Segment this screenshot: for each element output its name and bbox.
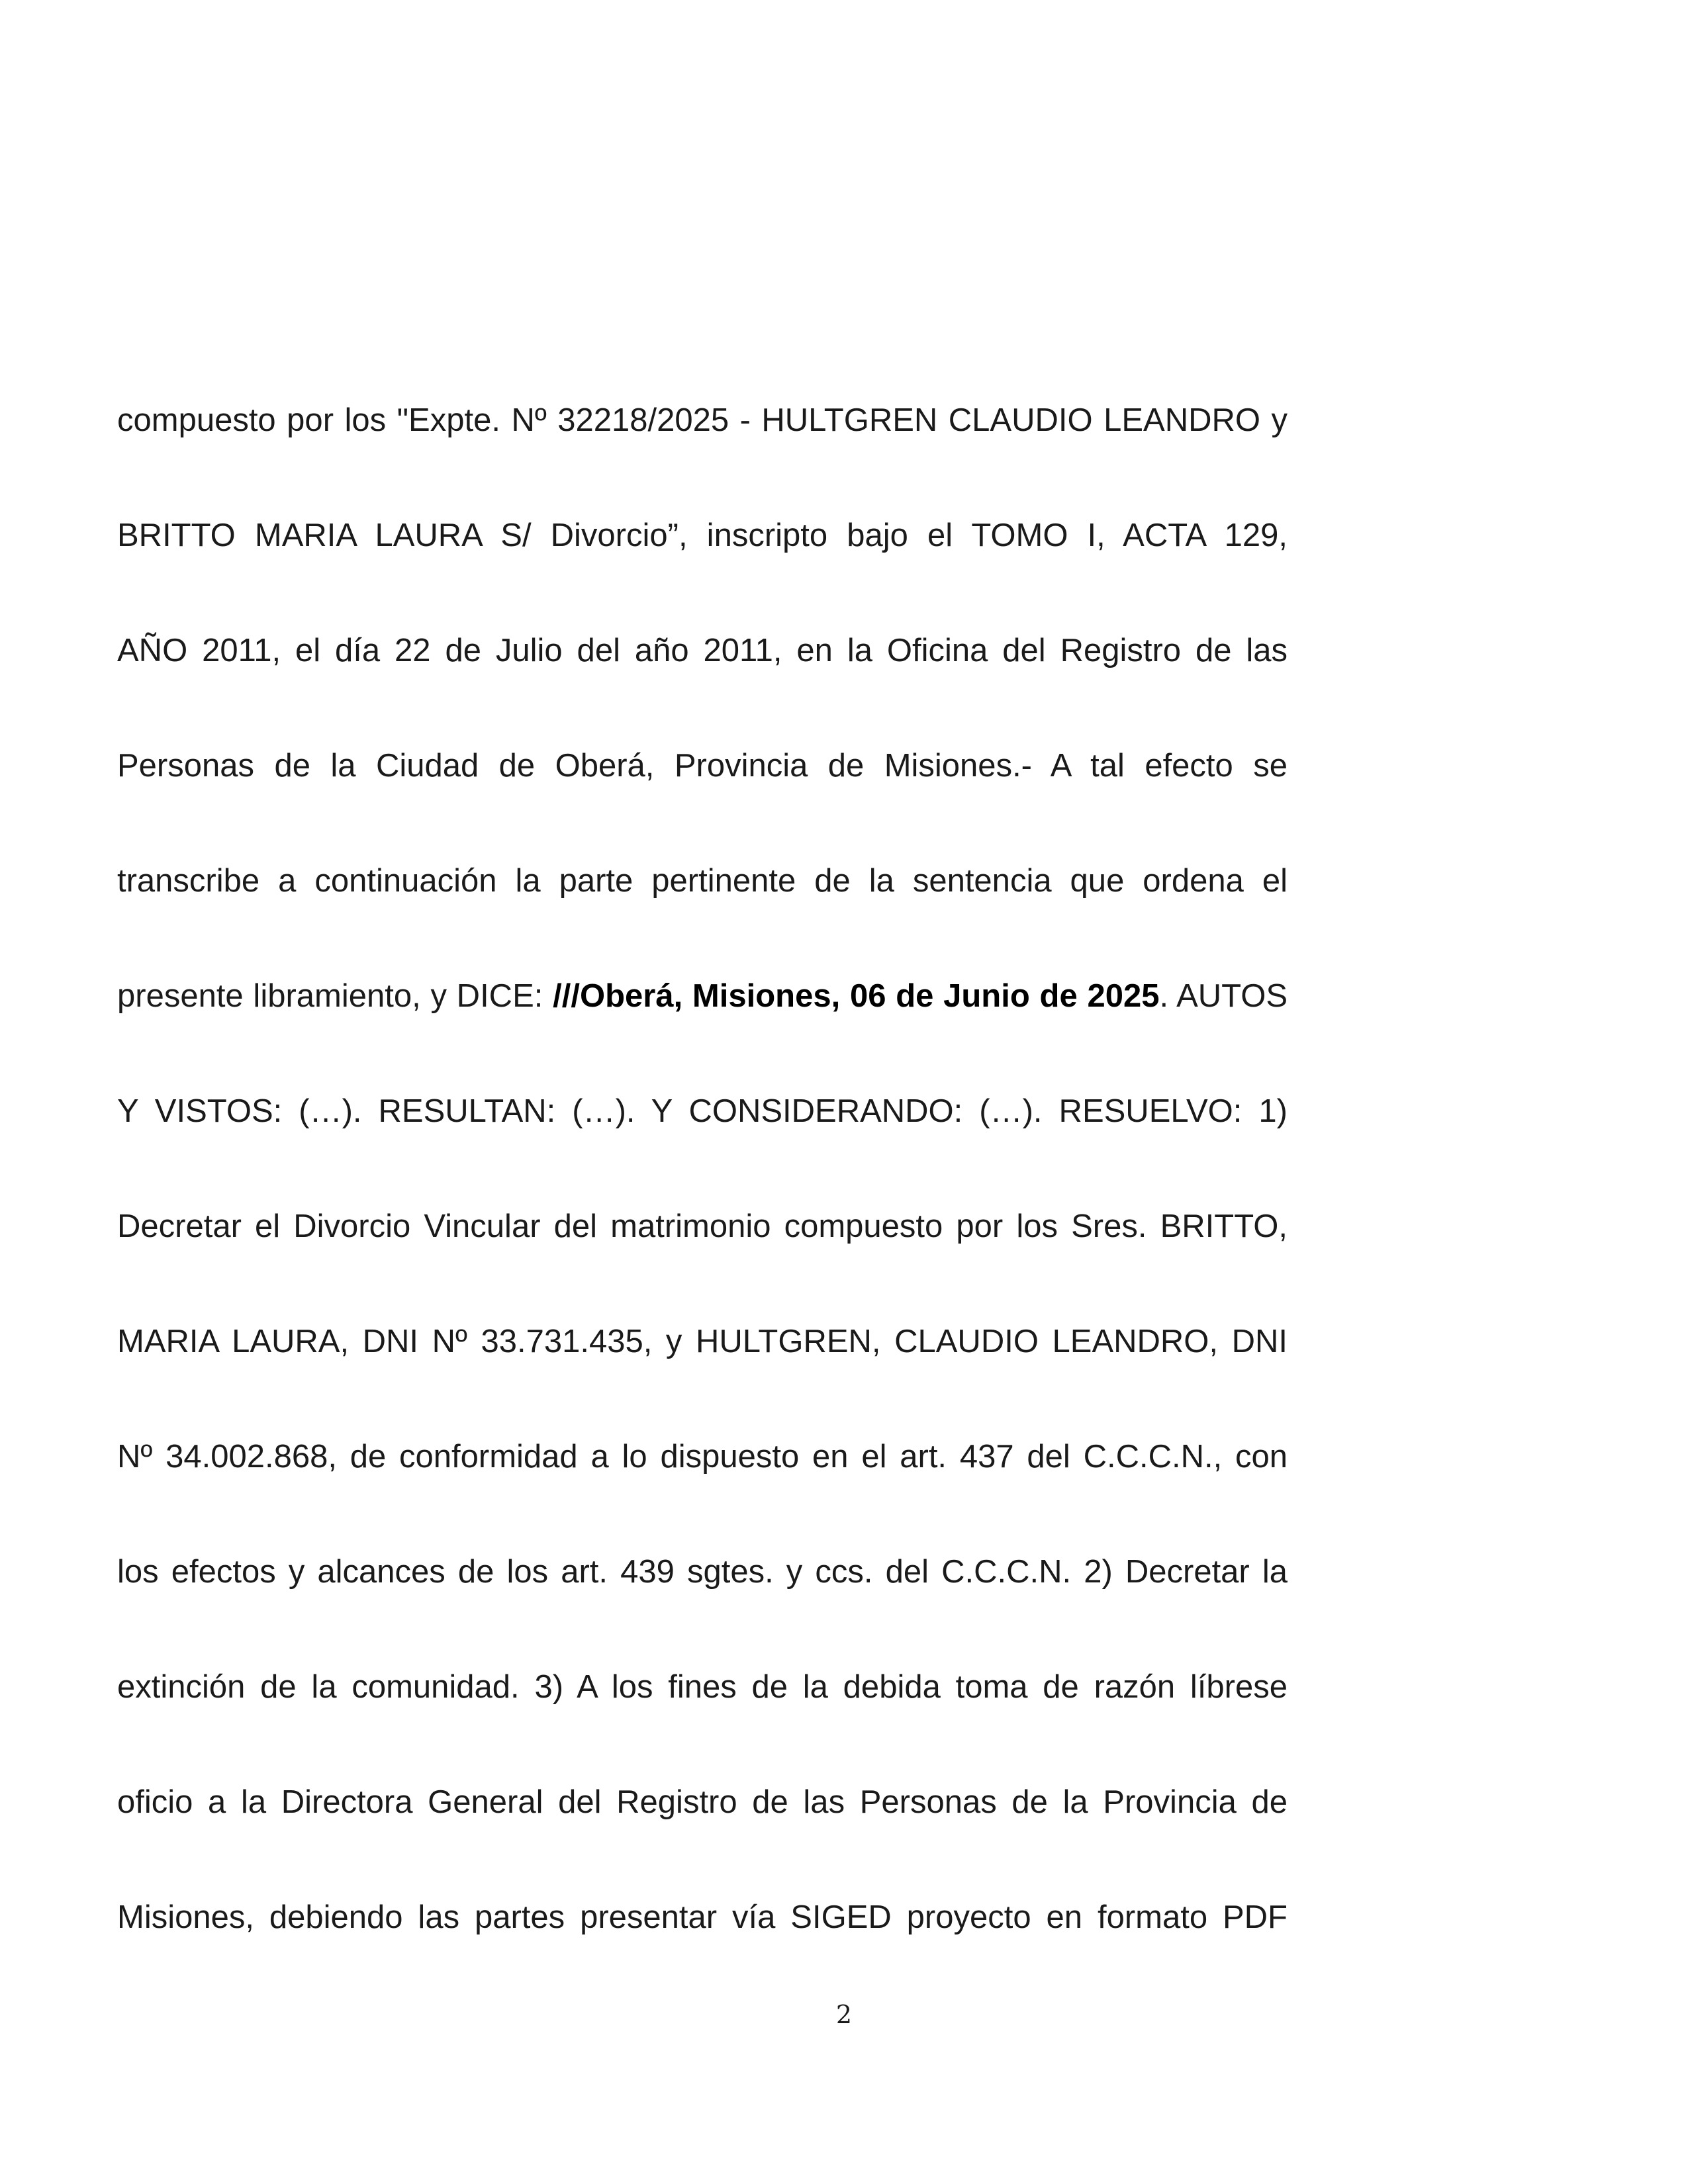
page-number: 2 [835,2000,853,2029]
text-line-5: transcribe a continuación la parte pertinente de la sentencia que ordena el [117,863,1288,899]
text-line-2: BRITTO MARIA LAURA S/ Divorcio”, inscripto bajo el TOMO I, ACTA 129, [117,518,1288,553]
text-line-8: Decretar el Divorcio Vincular del matrimonio compuesto por los Sres. BRITTO, [117,1208,1288,1244]
text-line-3: AÑO 2011, el día 22 de Julio del año 2011, en la Oficina del Registro de las [117,633,1288,668]
text-line-9: MARIA LAURA, DNI Nº 33.731.435, y HULTGREN, CLAUDIO LEANDRO, DNI [117,1324,1288,1359]
text-line-11: los efectos y alcances de los art. 439 sgtes. y ccs. del C.C.C.N. 2) Decretar la [117,1554,1288,1590]
document-body [117,387,1288,1999]
resolution-date: ///Oberá, Misiones, 06 de Junio de 2025 [553,978,1160,1014]
text-line-6-end: . AUTOS [1159,978,1288,1014]
text-line-12: extinción de la comunidad. 3) A los fines de la debida toma de razón líbrese [117,1669,1288,1705]
text-line-4: Personas de la Ciudad de Oberá, Provincia de Misiones.- A tal efecto se [117,748,1288,784]
text-line-14: Misiones, debiendo las partes presentar vía SIGED proyecto en formato PDF [117,1899,1288,1935]
text-line-6-start: presente libramiento, y DICE: [117,978,553,1014]
text-line-6 [117,963,1288,1078]
text-line-10: Nº 34.002.868, de conformidad a lo dispuesto en el art. 437 del C.C.C.N., con [117,1439,1288,1475]
text-line-13: oficio a la Directora General del Registro de las Personas de la Provincia de [117,1784,1288,1820]
text-line-7: Y VISTOS: (…). RESULTAN: (…). Y CONSIDERANDO: (…). RESUELVO: 1) [117,1093,1288,1129]
text-line-1: compuesto por los "Expte. Nº 32218/2025 - HULTGREN CLAUDIO LEANDRO y [117,402,1288,438]
